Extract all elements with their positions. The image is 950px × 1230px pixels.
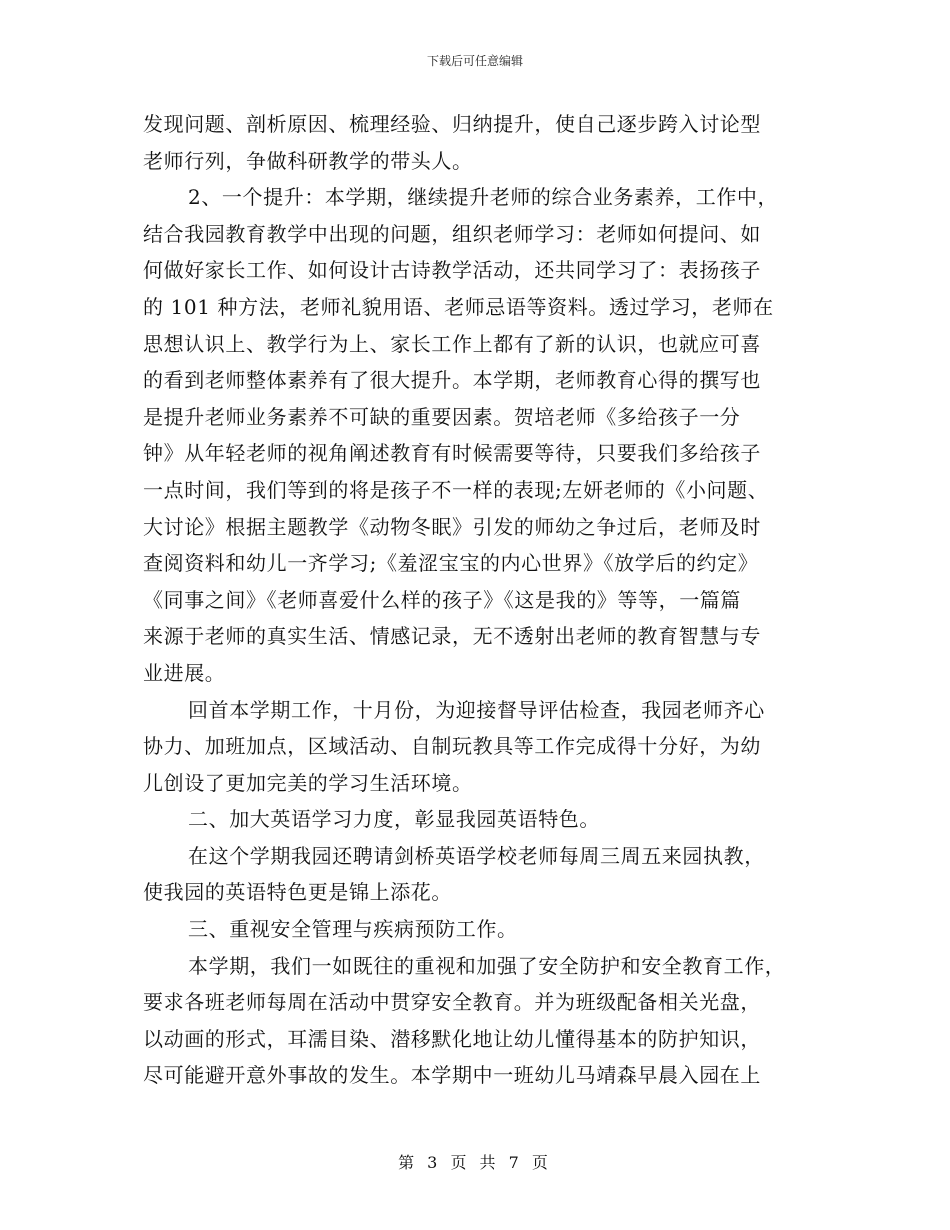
text-line: 2、一个提升：本学期，继续提升老师的综合业务素养，工作中，: [188, 185, 779, 210]
text-line: 要求各班老师每周在活动中贯穿安全教育。并为班级配备相关光盘，: [143, 990, 761, 1015]
text-line: 协力、加班加点，区域活动、自制玩教具等工作完成得十分好，为幼: [143, 734, 761, 759]
text-line: 老师行列，争做科研教学的带头人。: [143, 148, 473, 173]
text-line: 思想认识上、教学行为上、家长工作上都有了新的认识，也就应可喜: [143, 331, 761, 356]
text-line: 钟》从年轻老师的视角阐述教育有时候需要等待，只要我们多给孩子: [143, 441, 761, 466]
text-line: 三、重视安全管理与疾病预防工作。: [188, 917, 518, 942]
text-line: 查阅资料和幼儿一齐学习;《羞涩宝宝的内心世界》《放学后的约定》: [143, 551, 759, 576]
text-line: 以动画的形式，耳濡目染、潜移默化地让幼儿懂得基本的防护知识，: [143, 1026, 761, 1051]
text-line: 使我园的英语特色更是锦上添花。: [143, 880, 452, 905]
text-line: 二、加大英语学习力度，彰显我园英语特色。: [188, 807, 600, 832]
text-line: 结合我园教育教学中出现的问题，组织老师学习：老师如何提问、如: [143, 221, 761, 246]
text-line: 回首本学期工作，十月份，为迎接督导评估检查，我园老师齐心: [188, 697, 765, 722]
text-line: 在这个学期我园还聘请剑桥英语学校老师每周三周五来园执教，: [188, 843, 765, 868]
text-line: 来源于老师的真实生活、情感记录，无不透射出老师的教育智慧与专: [143, 624, 761, 649]
text-line: 何做好家长工作、如何设计古诗教学活动，还共同学习了：表扬孩子: [143, 258, 761, 283]
text-line: 的 101 种方法，老师礼貌用语、老师忌语等资料。透过学习，老师在: [143, 294, 774, 319]
text-line: 大讨论》根据主题教学《动物冬眠》引发的师幼之争过后，老师及时: [143, 514, 761, 539]
page-header: 下载后可任意编辑: [426, 54, 523, 68]
text-line: 一点时间，我们等到的将是孩子不一样的表现;左妍老师的《小问题、: [143, 477, 769, 502]
page-footer: 第 3 页 共 7 页: [398, 1153, 552, 1172]
text-line: 儿创设了更加完美的学习生活环境。: [143, 770, 473, 795]
text-line: 发现问题、剖析原因、梳理经验、归纳提升，使自己逐步跨入讨论型: [143, 112, 761, 136]
text-line: 《同事之间》《老师喜爱什么样的孩子》《这是我的》等等，一篇篇: [143, 587, 741, 612]
text-line: 业进展。: [143, 660, 226, 685]
body-text: [143, 106, 803, 1094]
text-line: 是提升老师业务素养不可缺的重要因素。贺培老师《多给孩子一分: [143, 404, 741, 429]
text-line: 尽可能避开意外事故的发生。本学期中一班幼儿马靖森早晨入园在上: [143, 1063, 761, 1088]
text-line: 的看到老师整体素养有了很大提升。本学期，老师教育心得的撰写也: [143, 368, 761, 393]
text-line: 本学期，我们一如既往的重视和加强了安全防护和安全教育工作，: [188, 953, 786, 978]
